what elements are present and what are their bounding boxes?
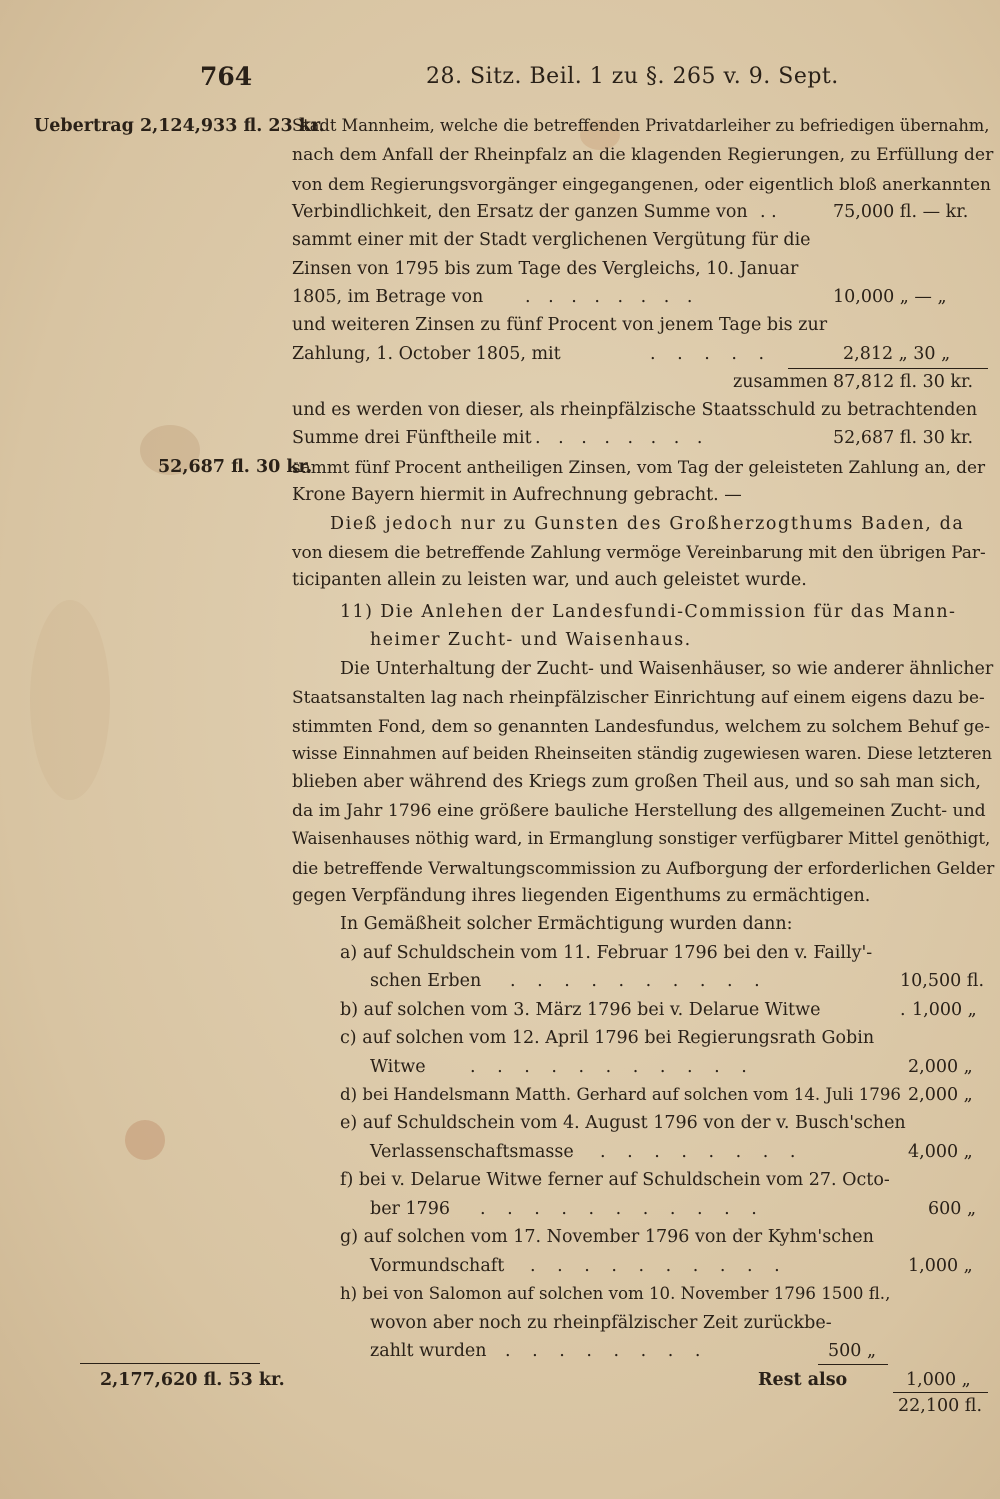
rest-label: Rest also	[758, 1370, 848, 1390]
text-line: und es werden von dieser, als rheinpfälzische Staatsschuld zu betrachtenden	[292, 400, 978, 420]
list-item: b) auf solchen vom 3. März 1796 bei v. Delarue Witwe	[340, 1000, 821, 1020]
list-item: schen Erben	[370, 971, 482, 991]
text-line: Krone Bayern hiermit in Aufrechnung gebracht. —	[292, 485, 742, 505]
amount: 2,000 „	[908, 1085, 973, 1105]
text-line: Stadt Mannheim, welche die betreffenden Privatdarleiher zu befriedigen übernahm,	[292, 116, 990, 135]
leader-dots: .	[900, 1000, 906, 1020]
text-line: Verbindlichkeit, den Ersatz der ganzen Summe von	[292, 202, 748, 222]
text-line: wisse Einnahmen auf beiden Rheinseiten ständig zugewiesen waren. Diese letzteren	[292, 744, 993, 763]
list-item: Vormundschaft	[370, 1256, 505, 1276]
total-rule	[893, 1392, 988, 1393]
amount: 4,000 „	[908, 1142, 973, 1162]
amount: 10,000 „ — „	[833, 287, 947, 307]
list-item: c) auf solchen vom 12. April 1796 bei Regierungsrath Gobin	[340, 1028, 875, 1048]
leader-dots: . . . . .	[650, 344, 773, 364]
paper-stain	[30, 600, 110, 800]
sum-rule	[788, 368, 988, 369]
text-line: da im Jahr 1796 eine größere bauliche Herstellung des allgemeinen Zucht- und	[292, 801, 986, 821]
leader-dots: . . . . . . . .	[535, 428, 709, 448]
list-item: h) bei von Salomon auf solchen vom 10. November 1796 1500 fl.,	[340, 1284, 891, 1303]
amount: 1,000 „	[908, 1256, 973, 1276]
running-head: 28. Sitz. Beil. 1 zu §. 265 v. 9. Sept.	[426, 64, 839, 89]
text-line: Zahlung, 1. October 1805, mit	[292, 344, 561, 364]
list-item: f) bei v. Delarue Witwe ferner auf Schuldschein vom 27. Octo-	[340, 1170, 890, 1190]
list-item: e) auf Schuldschein vom 4. August 1796 von der v. Busch'schen	[340, 1113, 906, 1133]
paper-stain	[125, 1120, 165, 1160]
amount: 2,000 „	[908, 1057, 973, 1077]
text-line: sammt fünf Procent antheiligen Zinsen, vom Tag der geleisteten Zahlung an, der	[292, 457, 986, 477]
amount: 52,687 fl. 30 kr.	[833, 428, 974, 448]
section-heading: heimer Zucht- und Waisenhaus.	[370, 630, 692, 650]
text-line: Zinsen von 1795 bis zum Tage des Vergleichs, 10. Januar	[292, 259, 799, 279]
margin-uebertrag: Uebertrag 2,124,933 fl. 23 kr.	[34, 116, 325, 136]
text-line: Die Unterhaltung der Zucht- und Waisenhäuser, so wie anderer ähnlicher	[340, 659, 994, 679]
amount: 2,812 „ 30 „	[843, 344, 951, 364]
amount-total: 22,100 fl.	[898, 1396, 983, 1416]
leader-dots: . . . . . . . . . .	[530, 1256, 788, 1276]
amount: 600 „	[928, 1199, 977, 1219]
text-line: Waisenhauses nöthig ward, in Ermanglung sonstiger verfügbarer Mittel genöthigt,	[292, 829, 991, 848]
list-item: g) auf solchen vom 17. November 1796 von der Kyhm'schen	[340, 1227, 874, 1247]
amount: 1,000 „	[912, 1000, 977, 1020]
text-line: und weiteren Zinsen zu fünf Procent von jenem Tage bis zur	[292, 315, 828, 335]
text-line: In Gemäßheit solcher Ermächtigung wurden dann:	[340, 914, 793, 934]
list-item: ber 1796	[370, 1199, 451, 1219]
list-item: zahlt wurden	[370, 1341, 487, 1361]
leader-dots: . .	[760, 202, 777, 222]
subtotal-rule	[818, 1364, 888, 1365]
text-line: blieben aber während des Kriegs zum großen Theil aus, und so sah man sich,	[292, 772, 981, 792]
text-line: ticipanten allein zu leisten war, und auch geleistet wurde.	[292, 570, 807, 590]
margin-total-rule	[80, 1363, 260, 1364]
text-line: sammt einer mit der Stadt verglichenen Vergütung für die	[292, 230, 811, 250]
leader-dots: . . . . . . . .	[505, 1341, 709, 1361]
list-item: wovon aber noch zu rheinpfälzischer Zeit zurückbe-	[370, 1313, 832, 1333]
amount: 10,500 fl.	[900, 971, 985, 991]
text-line: nach dem Anfall der Rheinpfalz an die klagenden Regierungen, zu Erfüllung der	[292, 145, 994, 165]
margin-amount: 52,687 fl. 30 kr.	[158, 457, 313, 477]
leader-dots: . . . . . . . . . .	[510, 971, 768, 991]
section-heading: 11) Die Anlehen der Landesfundi-Commission für das Mann-	[340, 602, 957, 622]
leader-dots: . . . . . . . . . . .	[480, 1199, 765, 1219]
amount-total: 87,812 fl. 30 kr.	[833, 372, 974, 392]
text-line: Staatsanstalten lag nach rheinpfälzischer Einrichtung auf einem eigens dazu be-	[292, 687, 985, 707]
text-line: die betreffende Verwaltungscommission zu Aufborgung der erforderlichen Gelder	[292, 858, 995, 878]
text-line: Summe drei Fünftheile mit	[292, 428, 532, 448]
amount-rest: 1,000 „	[906, 1370, 971, 1390]
page-header	[200, 62, 840, 98]
amount: 75,000 fl. — kr.	[833, 202, 969, 222]
list-item: d) bei Handelsmann Matth. Gerhard auf solchen vom 14. Juli 1796	[340, 1085, 901, 1104]
text-line: gegen Verpfändung ihres liegenden Eigenthums zu ermächtigen.	[292, 886, 871, 906]
text-line: stimmten Fond, dem so genannten Landesfundus, welchem zu solchem Behuf ge-	[292, 716, 990, 736]
text-line: 1805, im Betrage von	[292, 287, 484, 307]
list-item: Witwe	[370, 1057, 426, 1077]
leader-dots: . . . . . . . .	[525, 287, 699, 307]
text-line: von dem Regierungsvorgänger eingegangenen, oder eigentlich bloß anerkannten	[292, 174, 991, 194]
leader-dots: . . . . . . . . . . .	[470, 1057, 755, 1077]
page-number: 764	[200, 62, 253, 91]
list-item: a) auf Schuldschein vom 11. Februar 1796 bei den v. Failly'-	[340, 943, 873, 963]
leader-dots: . . . . . . . .	[600, 1142, 804, 1162]
text-line: von diesem die betreffende Zahlung vermöge Vereinbarung mit den übrigen Par-	[292, 542, 986, 562]
amount-subtracted: 500 „	[828, 1341, 877, 1361]
margin-grand-total: 2,177,620 fl. 53 kr.	[100, 1370, 285, 1390]
sum-label: zusammen	[733, 372, 828, 392]
text-line: Dieß jedoch nur zu Gunsten des Großherzogthums Baden, da	[330, 514, 965, 534]
list-item: Verlassenschaftsmasse	[370, 1142, 574, 1162]
